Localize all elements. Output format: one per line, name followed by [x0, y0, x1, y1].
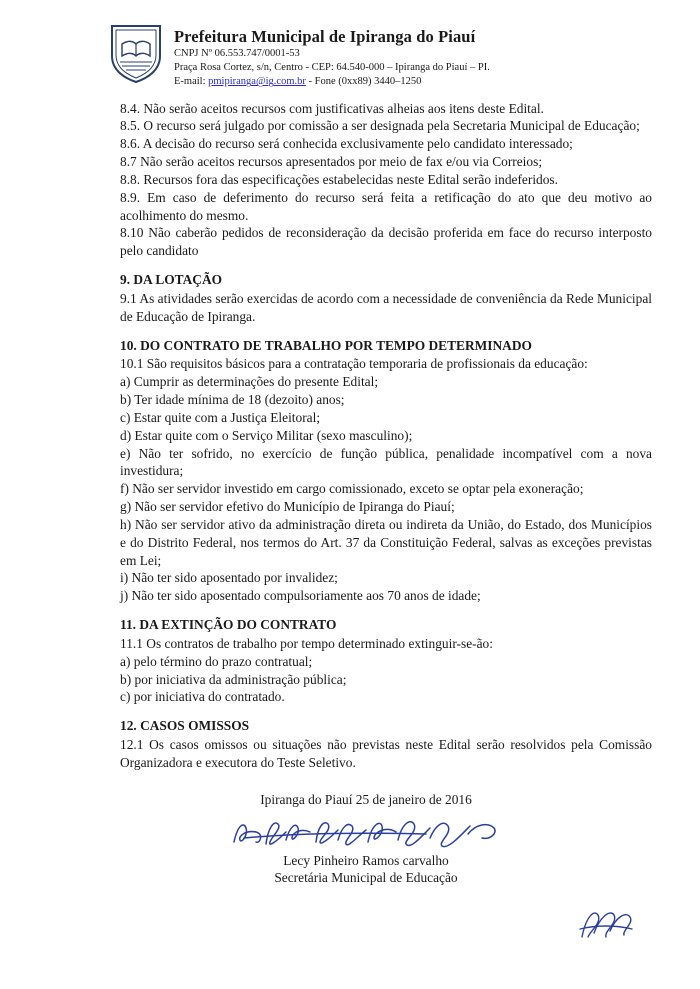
- email-label: E-mail:: [174, 76, 209, 88]
- section-heading-12: 12. CASOS OMISSOS: [120, 718, 250, 734]
- clause-12-1: 12.1 Os casos omissos ou situações não previstas neste Edital serão resolvidos pela Comissão Organizadora e executora do Teste Seletivo.: [120, 736, 652, 770]
- section-heading-11: 11. DA EXTINÇÃO DO CONTRATO: [120, 617, 337, 633]
- signature-date: Ipiranga do Piauí 25 de janeiro de 2016: [260, 791, 472, 807]
- clause-8-4: 8.4. Não serão aceitos recursos com justificativas alheias aos itens deste Edital.: [120, 100, 544, 116]
- clause-10-e: e) Não ter sofrido, no exercício de função pública, penalidade incompatível com a nova investidura;: [120, 445, 652, 479]
- clause-9-1: 9.1 As atividades serão exercidas de acordo com a necessidade de conveniência da Rede Municipal de Educação de Ipiranga.: [120, 290, 652, 324]
- clause-8-8: 8.8. Recursos fora das especificações estabelecidas neste Edital serão indeferidos.: [120, 171, 558, 187]
- clause-8-9: 8.9. Em caso de deferimento do recurso será feita a retificação do ato que deu motivo ao acolhimento do mesmo.: [120, 189, 652, 223]
- clause-10-f: f) Não ser servidor investido em cargo comissionado, exceto se optar pela exoneração;: [120, 481, 584, 497]
- signature-block: [120, 792, 652, 887]
- clause-11-b: b) por iniciativa da administração pública;: [120, 671, 347, 687]
- clause-10-a: a) Cumprir as determinações do presente Edital;: [120, 374, 379, 390]
- section-heading-10: 10. DO CONTRATO DE TRABALHO POR TEMPO DETERMINADO: [120, 337, 532, 353]
- clause-10-i: i) Não ter sido aposentado por invalidez;: [120, 570, 338, 586]
- phone-text: - Fone (0xx89) 3440–1250: [305, 76, 422, 88]
- section-heading-9: 9. DA LOTAÇÃO: [120, 272, 223, 288]
- clause-8-5: 8.5. O recurso será julgado por comissão a ser designada pela Secretaria Municipal de Educação;: [120, 118, 640, 134]
- clause-10-b: b) Ter idade mínima de 18 (dezoito) anos;: [120, 392, 345, 408]
- clause-10-c: c) Estar quite com a Justiça Eleitoral;: [120, 409, 321, 425]
- clause-11-a: a) pelo término do prazo contratual;: [120, 653, 313, 669]
- organization-name: Prefeitura Municipal de Ipiranga do Piauí: [174, 27, 476, 46]
- email-link[interactable]: pmipiranga@ig.com.br: [208, 76, 306, 88]
- organization-cnpj: CNPJ Nº 06.553.747/0001-53: [174, 48, 300, 60]
- organization-contact: [174, 75, 490, 89]
- document-header: [0, 0, 700, 90]
- document-body: [0, 90, 700, 887]
- clause-11-1: 11.1 Os contratos de trabalho por tempo determinado extinguir-se-ão:: [120, 635, 493, 651]
- signatory-name: Lecy Pinheiro Ramos carvalho: [283, 852, 449, 868]
- clause-10-g: g) Não ser servidor efetivo do Município de Ipiranga do Piauí;: [120, 499, 455, 515]
- handwritten-initials: [572, 903, 642, 949]
- handwritten-signature: [216, 814, 516, 852]
- clause-10-j: j) Não ter sido aposentado compulsoriamente aos 70 anos de idade;: [120, 588, 481, 604]
- clause-11-c: c) por iniciativa do contratado.: [120, 689, 285, 705]
- header-text-block: [174, 22, 490, 90]
- clause-10-h: h) Não ser servidor ativo da administração direta ou indireta da União, do Estado, dos Municípios e do Distrito Federal, nos termos do Art. 37 da Constituição Federal, salvas as exceções previstas em Lei;: [120, 516, 652, 568]
- coat-of-arms-icon: [108, 22, 164, 84]
- signatory-role: Secretária Municipal de Educação: [274, 870, 458, 886]
- clause-10-d: d) Estar quite com o Serviço Militar (sexo masculino);: [120, 427, 413, 443]
- clause-10-1: 10.1 São requisitos básicos para a contratação temporaria de profissionais da educação:: [120, 356, 588, 372]
- clause-8-10: 8.10 Não caberão pedidos de reconsideração da decisão proferida em face do recurso interposto pelo candidato: [120, 225, 652, 259]
- clause-8-6: 8.6. A decisão do recurso será conhecida exclusivamente pelo candidato interessado;: [120, 136, 573, 152]
- organization-address: Praça Rosa Cortez, s/n, Centro - CEP: 64.540-000 – Ipiranga do Piauí – PI.: [174, 62, 490, 74]
- clause-8-7: 8.7 Não serão aceitos recursos apresentados por meio de fax e/ou via Correios;: [120, 154, 543, 170]
